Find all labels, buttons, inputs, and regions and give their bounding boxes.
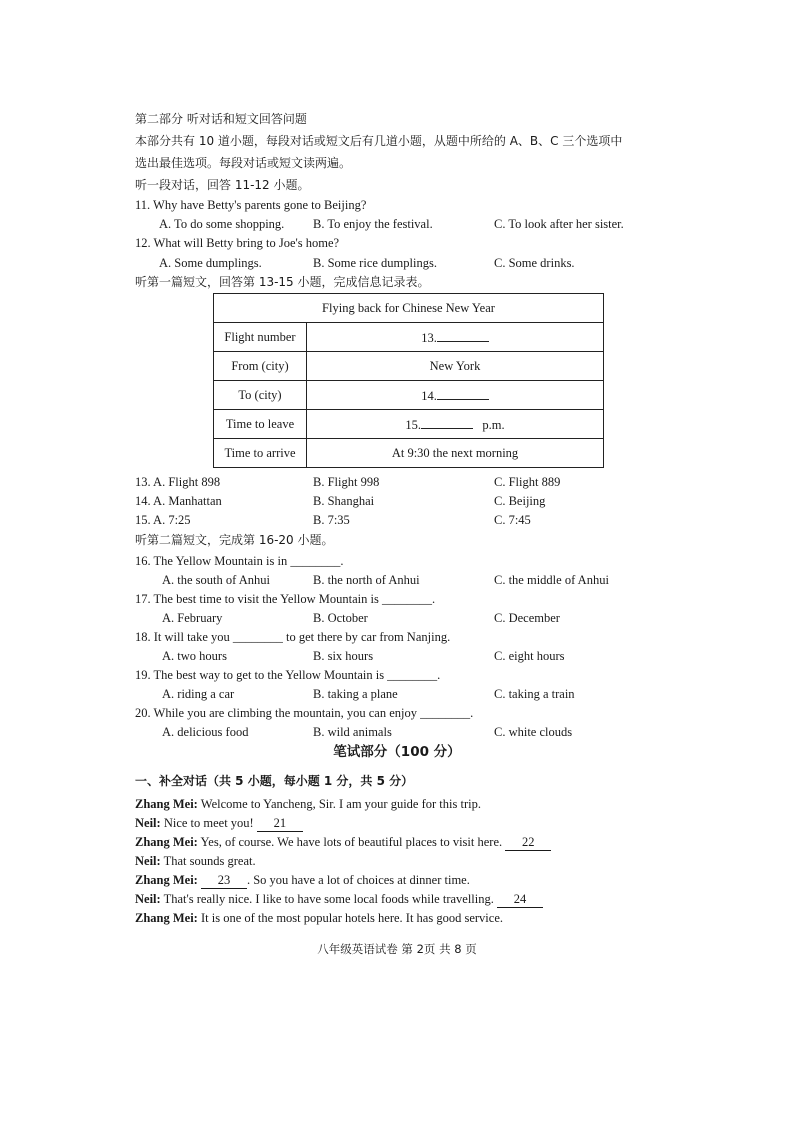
instruction-line-1: 本部分共有 10 道小题，每段对话或短文后有几道小题，从题中所给的 A、B、C 三个选项中 xyxy=(135,134,623,148)
row-value xyxy=(307,323,604,352)
blank-number: 14. xyxy=(421,388,437,403)
written-part-title: 笔试部分（100 分） xyxy=(333,744,461,760)
option-b: B. To enjoy the festival. xyxy=(313,217,433,231)
passage2-intro: 听第二篇短文，完成第 16-20 小题。 xyxy=(135,533,334,547)
option-c: C. December xyxy=(494,611,560,625)
row-value xyxy=(307,410,604,439)
option-a: A. To do some shopping. xyxy=(159,217,285,231)
page-footer: 八年级英语试卷 第 2页 共 8 页 xyxy=(317,942,477,956)
option-a: 15. A. 7:25 xyxy=(135,513,191,527)
dialogue-line xyxy=(135,834,551,851)
line-text: That's really nice. I like to have some local foods while travelling. xyxy=(163,892,494,906)
option-c: C. eight hours xyxy=(494,649,565,663)
option-c: C. Flight 889 xyxy=(494,475,561,489)
option-c: C. Beijing xyxy=(494,494,546,508)
blank-number: 15. xyxy=(405,417,421,432)
line-text: Nice to meet you! xyxy=(163,816,254,830)
option-b: B. the north of Anhui xyxy=(313,573,420,587)
speaker: Neil: xyxy=(135,816,161,830)
option-b: B. taking a plane xyxy=(313,687,398,701)
option-c: C. the middle of Anhui xyxy=(494,573,609,587)
option-b: B. October xyxy=(313,611,368,625)
row-label: To (city) xyxy=(214,381,307,410)
row-label: From (city) xyxy=(214,352,307,381)
option-c: C. white clouds xyxy=(494,725,573,739)
answer-blank: 21 xyxy=(257,815,303,832)
option-c: C. To look after her sister. xyxy=(494,217,624,231)
dialogue-line xyxy=(135,853,256,869)
info-record-table xyxy=(213,293,604,468)
section-heading: 第二部分 听对话和短文回答问题 xyxy=(135,112,307,126)
table-row xyxy=(214,410,604,439)
table-row xyxy=(214,381,604,410)
speaker: Neil: xyxy=(135,854,161,868)
option-a: A. Some dumplings. xyxy=(159,256,262,270)
option-b: B. Shanghai xyxy=(313,494,375,508)
question-stem: 20. While you are climbing the mountain, you can enjoy ________. xyxy=(135,706,474,720)
instruction-line-2: 选出最佳选项。每段对话或短文读两遍。 xyxy=(135,156,352,170)
speaker: Zhang Mei: xyxy=(135,797,198,811)
line-text: . So you have a lot of choices at dinner time. xyxy=(246,873,470,887)
option-c: C. 7:45 xyxy=(494,513,531,527)
dialogue-line xyxy=(135,872,470,889)
question-stem: 18. It will take you ________ to get there by car from Nanjing. xyxy=(135,630,451,644)
dialogue-line xyxy=(135,815,303,832)
line-text: That sounds great. xyxy=(163,854,256,868)
answer-blank xyxy=(421,416,473,429)
line-text: It is one of the most popular hotels here. It has good service. xyxy=(200,911,503,925)
answer-blank: 23 xyxy=(201,872,247,889)
option-a: 13. A. Flight 898 xyxy=(135,475,221,489)
dialogue-line xyxy=(135,796,481,812)
passage1-intro: 听第一篇短文，回答第 13-15 小题，完成信息记录表。 xyxy=(135,275,430,289)
option-a: A. the south of Anhui xyxy=(162,573,270,587)
option-c: C. taking a train xyxy=(494,687,575,701)
option-a: A. riding a car xyxy=(162,687,235,701)
answer-blank xyxy=(437,329,489,342)
row-value: At 9:30 the next morning xyxy=(307,439,604,468)
dialogue-line xyxy=(135,891,543,908)
option-b: B. 7:35 xyxy=(313,513,350,527)
line-text: Welcome to Yancheng, Sir. I am your guide for this trip. xyxy=(200,797,481,811)
table-row xyxy=(214,439,604,468)
row-value: New York xyxy=(307,352,604,381)
option-a: 14. A. Manhattan xyxy=(135,494,222,508)
blank-number: 13. xyxy=(421,330,437,345)
question-stem: 11. Why have Betty's parents gone to Beijing? xyxy=(135,198,367,212)
question-stem: 19. The best way to get to the Yellow Mountain is ________. xyxy=(135,668,441,682)
question-stem: 17. The best time to visit the Yellow Mountain is ________. xyxy=(135,592,436,606)
speaker: Neil: xyxy=(135,892,161,906)
option-b: B. Flight 998 xyxy=(313,475,380,489)
option-b: B. six hours xyxy=(313,649,374,663)
dialogue-intro: 听一段对话，回答 11-12 小题。 xyxy=(135,178,310,192)
part1-heading: 一、补全对话（共 5 小题，每小题 1 分，共 5 分） xyxy=(135,774,414,788)
speaker: Zhang Mei: xyxy=(135,911,198,925)
row-value xyxy=(307,381,604,410)
time-suffix: p.m. xyxy=(482,417,505,432)
option-b: B. wild animals xyxy=(313,725,392,739)
line-text: Yes, of course. We have lots of beautiful places to visit here. xyxy=(200,835,503,849)
option-a: A. February xyxy=(162,611,223,625)
row-label: Time to leave xyxy=(214,410,307,439)
dialogue-line xyxy=(135,910,503,926)
row-label: Time to arrive xyxy=(214,439,307,468)
table-title: Flying back for Chinese New Year xyxy=(214,294,604,323)
speaker: Zhang Mei: xyxy=(135,873,198,887)
answer-blank: 22 xyxy=(505,834,551,851)
table-row xyxy=(214,323,604,352)
option-c: C. Some drinks. xyxy=(494,256,575,270)
speaker: Zhang Mei: xyxy=(135,835,198,849)
row-label: Flight number xyxy=(214,323,307,352)
answer-blank xyxy=(437,387,489,400)
answer-blank: 24 xyxy=(497,891,543,908)
question-stem: 12. What will Betty bring to Joe's home? xyxy=(135,236,340,250)
option-a: A. delicious food xyxy=(162,725,249,739)
table-row xyxy=(214,352,604,381)
option-b: B. Some rice dumplings. xyxy=(313,256,437,270)
option-a: A. two hours xyxy=(162,649,227,663)
question-stem: 16. The Yellow Mountain is in ________. xyxy=(135,554,344,568)
